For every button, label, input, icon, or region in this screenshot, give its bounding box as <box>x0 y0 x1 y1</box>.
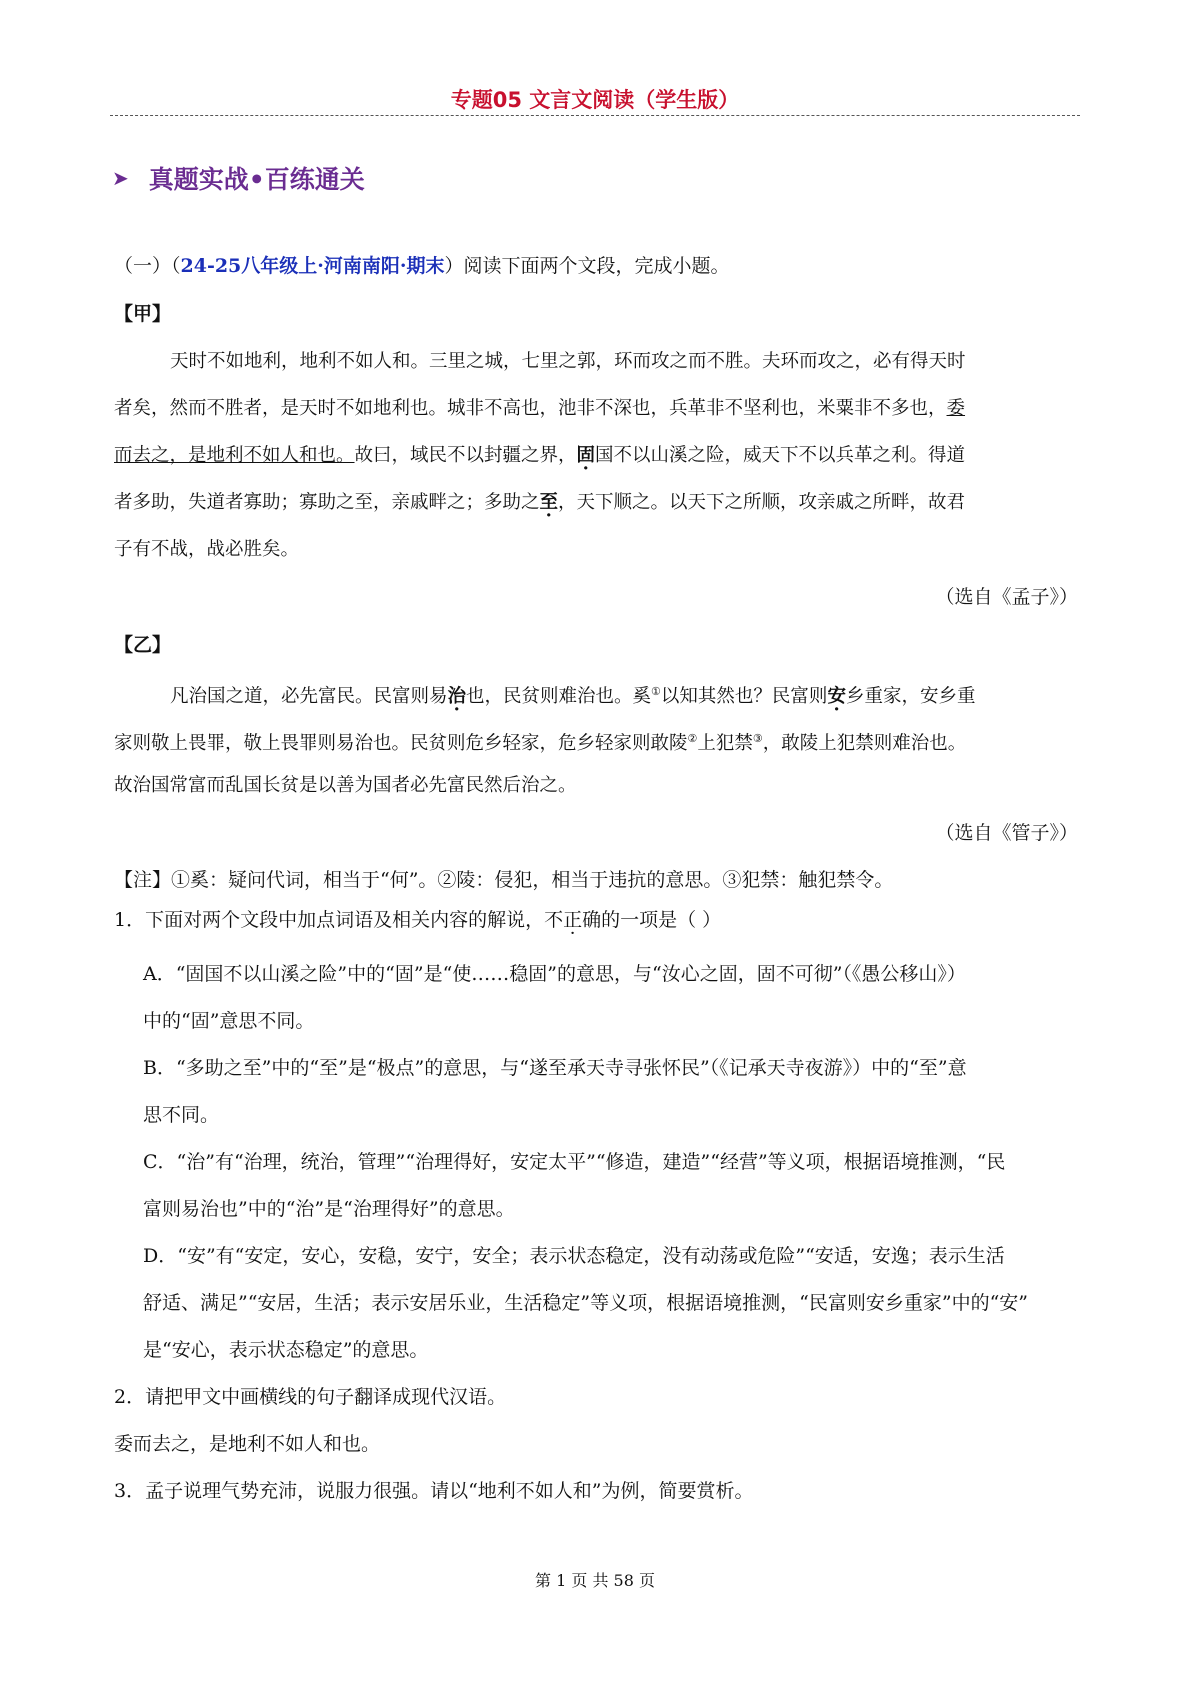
section-title: 真题实战•百练通关 <box>148 165 365 194</box>
option-b-line: B．“多助之至”中的“至”是“极点”的意思，与“遂至承天寺寻张怀民”（《记承天寺夜游》）中的“至”意 <box>143 1057 967 1079</box>
passage-a-line: 而去之，是地利不如人和也。故曰，域民不以封疆之界，固国不以山溪之险，威天下不以兵革之利。得道 <box>114 445 966 466</box>
passage-a-line: 者矣，然而不胜者，是天时不如地利也。城非不高也，池非不深也，兵革非不坚利也，米粟非不多也，委 <box>114 398 966 419</box>
option-a-line: 中的“固”意思不同。 <box>143 1010 315 1032</box>
page-footer: 第 1 页 共 58 页 <box>535 1571 655 1590</box>
option-d-line: 是“安心，表示状态稳定”的意思。 <box>143 1339 429 1361</box>
passage-b-line: 故治国常富而乱国长贫是以善为国者必先富民然后治之。 <box>114 775 577 796</box>
underlined-sentence: 而去之，是地利不如人和也。 <box>114 445 355 466</box>
option-c-line: C．“治”有“治理，统治，管理”“治理得好，安定太平”“修造，建造”“经营”等义项，根据语境推测，“民 <box>143 1151 1006 1173</box>
arrow-bullet-icon: ➤ <box>112 166 129 190</box>
dotted-word-gu: 固 <box>576 445 596 466</box>
question-2-sentence: 委而去之，是地利不如人和也。 <box>114 1433 381 1455</box>
passage-b-source: （选自《管子》） <box>935 822 1078 844</box>
header-divider <box>110 115 1080 116</box>
question-2-stem: 2．请把甲文中画横线的句子翻译成现代汉语。 <box>114 1386 507 1408</box>
note-marker: ③ <box>752 732 763 745</box>
passage-b-line: 凡治国之道，必先富民。民富则易治也，民贫则难治也。奚①以知其然也？民富则安乡重家，安乡重 <box>170 685 976 708</box>
passage-a-line: 者多助，失道者寡助；寡助之至，亲戚畔之；多助之至，天下顺之。以天下之所顺，攻亲戚之所畔，故君 <box>114 492 966 513</box>
annotation-note: 【注】①奚：疑问代词，相当于“何”。②陵：侵犯，相当于违抗的意思。③犯禁：触犯禁令。 <box>114 869 894 891</box>
option-a-line: A．“固国不以山溪之险”中的“固”是“使……稳固”的意思，与“汝心之固，固不可彻”（《愚公移山》） <box>143 963 966 985</box>
section-heading <box>112 160 365 196</box>
passage-a-line: 天时不如地利，地利不如人和。三里之城，七里之郭，环而攻之而不胜。夫环而攻之，必有得天时 <box>170 351 966 372</box>
note-marker: ① <box>651 685 661 698</box>
passage-a-line: 子有不战，战必胜矣。 <box>114 539 300 560</box>
question-intro: （一）（24-25八年级上·河南南阳·期末）阅读下面两个文段，完成小题。 <box>114 255 730 277</box>
passage-a-source: （选自《孟子》） <box>935 586 1078 608</box>
option-d-line: 舒适、满足”“安居，生活；表示安居乐业，生活稳定”等义项，根据语境推测，“民富则安乡重家”中的“安” <box>143 1292 1028 1314</box>
note-marker: ② <box>687 732 698 745</box>
passage-b-label: 【乙】 <box>114 634 172 656</box>
question-1-stem: 1．下面对两个文段中加点词语及相关内容的解说，不正确的一项是（ ） <box>114 909 722 931</box>
dotted-word-zhi-govern: 治 <box>447 686 467 708</box>
dotted-word-zhi: 至 <box>539 492 559 513</box>
document-title: 专题05 文言文阅读（学生版） <box>450 88 740 112</box>
option-b-line: 思不同。 <box>143 1104 220 1126</box>
passage-a-label: 【甲】 <box>114 303 172 325</box>
exam-source: 24-25八年级上·河南南阳·期末 <box>180 255 445 277</box>
option-c-line: 富则易治也”中的“治”是“治理得好”的意思。 <box>143 1198 515 1220</box>
dotted-emphasis: 不正确 <box>544 909 602 931</box>
passage-b-line: 家则敬上畏罪，敬上畏罪则易治也。民贫则危乡轻家，危乡轻家则敢陵②上犯禁③，敢陵上犯禁则难治也。 <box>114 732 967 755</box>
dotted-word-an: 安 <box>827 686 846 708</box>
question-3-stem: 3．孟子说理气势充沛，说服力很强。请以“地利不如人和”为例，简要赏析。 <box>114 1480 754 1502</box>
option-d-line: D．“安”有“安定，安心，安稳，安宁，安全；表示状态稳定，没有动荡或危险”“安适，安逸；表示生活 <box>143 1245 1005 1267</box>
